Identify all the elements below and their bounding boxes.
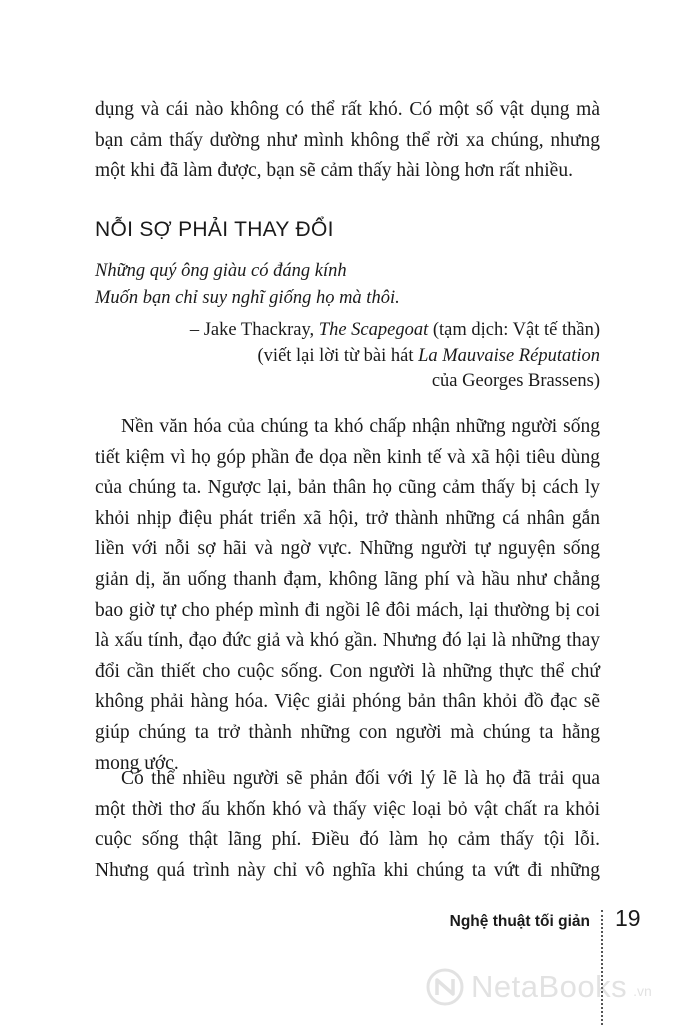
text-line: giúp chúng ta trở thành những con người mà chúng ta hằng	[95, 721, 600, 743]
epigraph-line: Muốn bạn chỉ suy nghĩ giống họ mà thôi.	[95, 287, 400, 308]
original-song-title: La Mauvaise Réputation	[418, 345, 600, 366]
text-line: dụng và cái nào không có thể rất khó. Có một số vật dụng mà	[95, 99, 600, 120]
section-heading: NỖI SỢ PHẢI THAY ĐỔI	[95, 218, 334, 241]
text-line: một khi đã làm được, bạn sẽ cảm thấy hài lòng hơn rất nhiều.	[95, 160, 573, 182]
running-footer-title: Nghệ thuật tối giản	[449, 913, 590, 930]
text-line: Nền văn hóa của chúng ta khó chấp nhận những người sống	[121, 416, 600, 437]
text-line: tiết kiệm vì họ góp phần đe dọa nền kinh tế và xã hội tiêu dùng	[95, 446, 600, 468]
attribution-author: – Jake Thackray,	[189, 320, 319, 340]
attribution-note: (viết lại lời từ bài hát	[257, 345, 419, 366]
paragraph-objection	[95, 764, 600, 886]
text-line: cuộc sống thật lãng phí. Điều đó làm họ cảm thấy tội lỗi.	[95, 829, 600, 851]
text-line: giản dị, ăn uống thanh đạm, không lãng phí và hầu như chẳng	[95, 568, 600, 590]
song-title: The Scapegoat	[318, 320, 429, 340]
text-line: Nhưng quá trình này chỉ vô nghĩa khi chúng ta vứt đi những	[95, 859, 600, 881]
attribution-translation: (tạm dịch: Vật tế thần)	[428, 320, 600, 340]
text-line: đổi cần thiết cho cuộc sống. Con người là những thực thể chứ	[95, 660, 600, 682]
watermark-text: NetaBooks	[471, 969, 628, 1004]
epigraph-line: Những quý ông giàu có đáng kính	[95, 261, 347, 281]
text-line: liền với nỗi sợ hãi và ngờ vực. Những người tự nguyện sống	[95, 538, 600, 560]
text-line: mong ước.	[95, 752, 179, 774]
paragraph-culture	[95, 412, 600, 779]
text-line: bạn cảm thấy dường như mình không thể rời xa chúng, nhưng	[95, 129, 600, 151]
attribution-line-1	[95, 318, 600, 344]
text-line: là xấu tính, đạo đức giả và khó gần. Nhưng đó lại là những thay	[95, 630, 600, 652]
page-number: 19	[615, 905, 641, 931]
attribution-line-2	[95, 344, 600, 370]
text-line: Có thể nhiều người sẽ phản đối với lý lẽ là họ đã trải qua	[121, 768, 600, 789]
text-line: khỏi nhịp điệu phát triển xã hội, trở thành những cá nhân gắn	[95, 507, 600, 529]
watermark	[425, 967, 652, 1007]
text-line: bao giờ tự cho phép mình đi ngồi lê đôi mách, lại thường bị coi	[95, 599, 600, 621]
text-line: một thời thơ ấu khốn khó và thấy việc loại bỏ vật chất ra khỏi	[95, 798, 600, 820]
attribution-line-3: của Georges Brassens)	[431, 371, 600, 391]
text-line: của chúng ta. Ngược lại, bản thân họ cũng cảm thấy bị cách ly	[95, 477, 600, 499]
netabooks-logo-icon	[425, 967, 465, 1007]
paragraph-intro	[95, 95, 600, 187]
text-line: không phải hàng hóa. Việc giải phóng bản thân khỏi đồ đạc sẽ	[95, 691, 600, 713]
epigraph-attribution	[95, 318, 600, 395]
watermark-suffix: .vn	[633, 983, 652, 999]
epigraph-quote	[95, 258, 600, 311]
